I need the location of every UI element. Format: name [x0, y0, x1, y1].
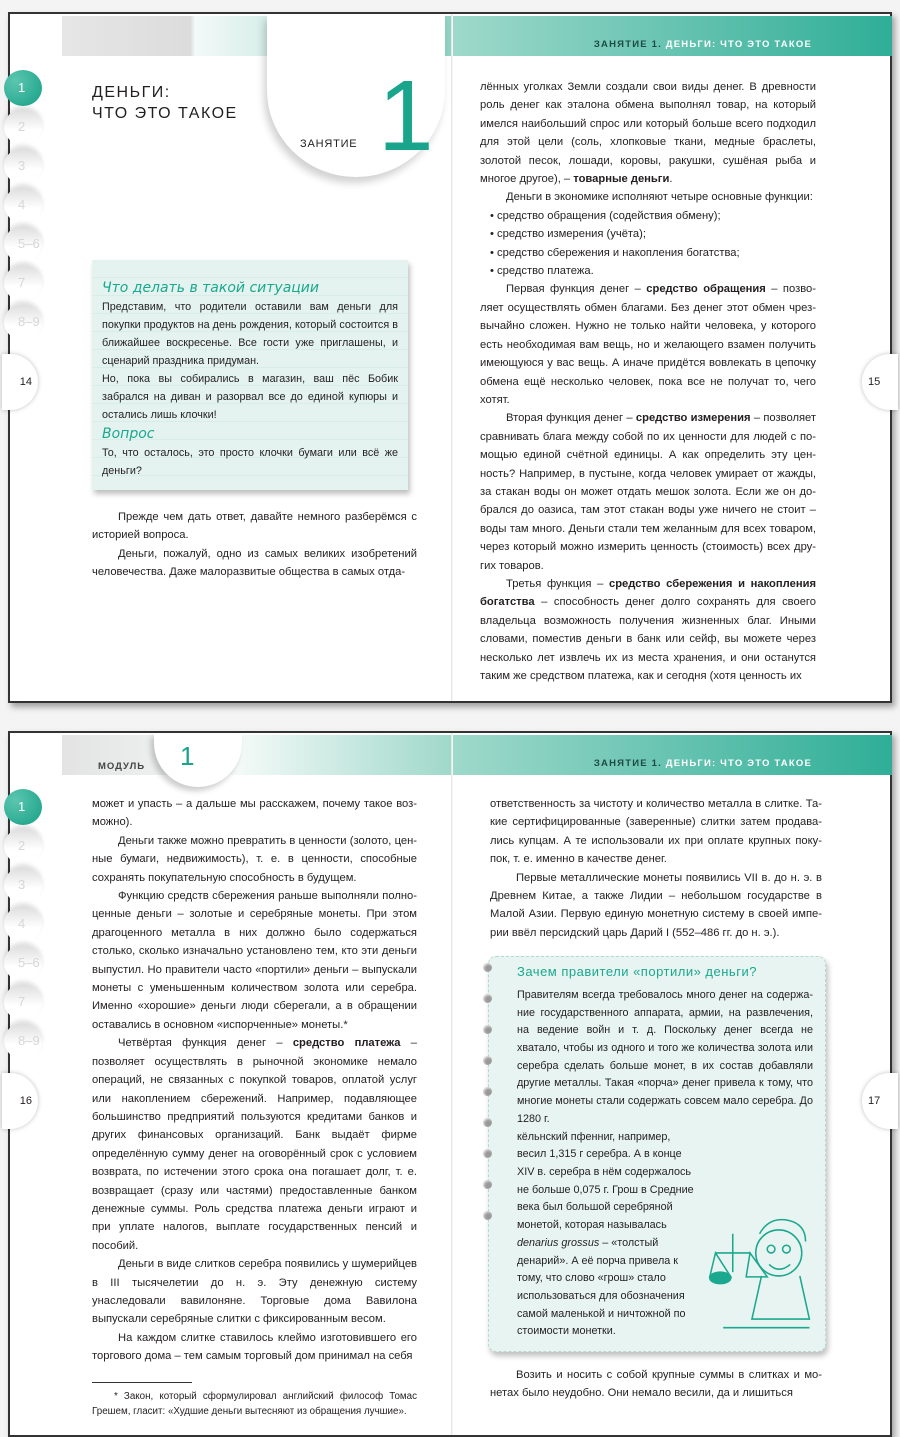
paragraph	[480, 280, 816, 409]
text-run: ответственность за чистоту и количество металла в слитке. Такие сертифицированные (заверенные) слитки затем продавались купцам. А те использовали их при оплате крупных покупок, т. е. именно в качестве денег.	[490, 798, 822, 866]
bold-term: средство обращения	[646, 283, 766, 296]
paragraph	[92, 795, 417, 832]
header-band-right	[452, 16, 892, 56]
right-page-flow	[490, 795, 822, 1403]
paragraph	[490, 869, 822, 943]
note-heading: Что делать в такой ситуации	[102, 280, 319, 296]
module-badge	[154, 733, 242, 787]
left-page-flow	[92, 260, 417, 582]
paragraph	[490, 795, 822, 869]
text-run: .	[669, 173, 673, 186]
text-run: Первые металлические монеты появились VII в. до н. э. в Древнем Китае, а также Лидии – небольшом государстве в Малой Азии. Первую единую монетную систему в своей империи ввёл персидский царь Дарий I (552–486 гг. до н. э.).	[490, 871, 822, 939]
chapter-tab[interactable]: 1	[4, 789, 42, 825]
intro-paragraphs	[480, 78, 816, 207]
situation-note	[92, 260, 408, 490]
chapter-tab[interactable]: 3	[4, 148, 42, 184]
module-label: МОДУЛЬ	[98, 761, 146, 772]
text-run: Деньги в виде слитков серебра появились у шумерийцев в III тысячелетии до н. э. Эту денежную систему унаследовали вавилоняне. Торговые дома Вавилона выпускали серебряные слитки с фиксированным весом.	[92, 1258, 417, 1326]
bold-term: товарные деньги	[573, 173, 670, 186]
paragraph	[92, 832, 417, 887]
text-run: – позволяет осуществлять обмен благами. Без денег этот обмен чрезвычайно сложен. Нужно не только найти человека, у которого есть необходимая вам вещь, но и желающего взамен получить имеющуюся у вас вещь. А иначе придётся вовлекать в цепочку обмена ещё несколько человек, пока все не получат то, чего хотят.	[480, 283, 816, 406]
spread-pages-16-17	[8, 731, 892, 1437]
running-header	[594, 39, 812, 50]
left-column-text	[92, 508, 417, 582]
box-text: кёльнский пфенниг, например, весил 1,315 г серебра. А в конце XIV в. серебра в нём содержалось не больше 0,075 г. Грош в Средние века был большой серебряной монетой, которая называлась	[517, 1130, 694, 1232]
page-number-left: 14	[2, 354, 38, 410]
text-run: Деньги, пожалуй, одно из самых великих изобретений человечества. Даже малоразвитые общества в самых отда-	[92, 547, 417, 579]
text-run: – способность денег долго сохранять для своего владельца возможность получения жизненных благ. Иными словами, поместив деньги в банк или сейф, вы можете через несколько лет извлечь их из места хранения, и они останутся таким же средством платежа, как и сегодня (хотя ценность их	[480, 596, 816, 682]
chapter-tab[interactable]: 4	[4, 906, 42, 942]
text-run: Деньги также можно превратить в ценности (золото, ценные бумаги, недвижимость), т. е. в ценности, способные сохранять покупательную способность в будущем.	[92, 834, 417, 884]
page-number-left: 16	[2, 1073, 38, 1129]
text-run: может и упасть – а дальше мы расскажем, почему такое возможно).	[92, 798, 417, 829]
notebook-rings	[483, 963, 492, 1242]
bold-term: средство измерения	[635, 412, 751, 425]
module-number: 1	[180, 741, 195, 771]
note-text: Но, пока вы собирались в магазин, ваш пёс Бобик забрался на диван и разорвал все до единой купюры и остались лишь клочки!	[102, 373, 398, 421]
chapter-tab[interactable]: 4	[4, 187, 42, 223]
text-run: – позволяет осуществлять в рыночной экономике немало операций, не связанных с покупкой товаров, оплатой услуг или накоплением сбережений. Например, подавляющее большинство предприятий пользуются кредитами банков и других финансовых организаций. Банк выдаёт фирме определённую сумму денег на оговорённый срок с условием возврата, по истечении этого срока она погашает долг, т. е. возвращает (сразу или частями) предоставленные банком денежные суммы. Роль средства платежа деньги играют и при уплате налогов, выплате государственных пенсий и пособий.	[92, 1037, 417, 1252]
chapter-tab[interactable]: 3	[4, 867, 42, 903]
paragraph	[480, 78, 816, 188]
function-paragraphs	[480, 280, 816, 685]
chapter-tabs	[4, 789, 42, 1062]
running-header	[594, 758, 812, 769]
spread-pages-14-15	[8, 12, 892, 703]
bold-term: средство сбережения и накопления богатства	[480, 577, 816, 609]
text-run: Первая функция денег –	[506, 283, 647, 296]
note-text: Представим, что родители оставили вам деньги для покупки продуктов на день рождения, который состоится в ближайшее воскресенье. Все гости уже приглашены, и сценарий праздника придуман.	[102, 301, 398, 367]
continued-text	[490, 1366, 822, 1403]
footnote: * Закон, который сформулировал английский философ Томас Грешем, гласит: «Худшие деньги вытесняют из обращения лучшие».	[92, 1390, 417, 1417]
text-run: Третья функция –	[506, 577, 609, 590]
chapter-tabs	[4, 70, 42, 343]
question-text: То, что осталось, это просто клочки бумаги или всё же деньги?	[102, 447, 398, 477]
lesson-label: ЗАНЯТИЕ	[300, 138, 358, 150]
function-list-item: • средство обращения (содействия обмену);	[490, 207, 816, 225]
box-text: Правителям всегда требовалось много денег на содержание государственного аппарата, армии, на развлечения, на ведение войн и т. д. Поскольку денег всегда не хватало, чтобы из одного и того же количества золота или серебра сделать больше монет, в их состав добавляли другие металлы. Такая «порча» денег привела к тому, что многие монеты стали содержать совсем мало серебра. До 1280 г.	[517, 988, 813, 1125]
chapter-tab[interactable]: 2	[4, 828, 42, 864]
box-text: – «толстый денарий». А её порча привела к тому, что слово «грош» стало использоваться для обозначения самой маленькой и ничтожной по стоимости монетки.	[517, 1236, 686, 1338]
running-header-lesson: ЗАНЯТИЕ 1.	[593, 39, 662, 50]
text-run: На каждом слитке ставилось клеймо изготовившего его торгового дома – тем самым торговый дом принимал на себя	[92, 1331, 417, 1363]
gutter	[451, 14, 453, 701]
footnote-divider	[92, 1382, 192, 1383]
function-list-item: • средство платежа.	[490, 262, 816, 280]
lesson-number: 1	[378, 60, 434, 172]
chapter-tab[interactable]: 5–6	[4, 226, 42, 262]
running-header-title: ДЕНЬГИ: ЧТО ЭТО ТАКОЕ	[665, 758, 812, 769]
page-number-right: 15	[862, 354, 898, 410]
left-page-flow	[92, 795, 417, 1419]
functions-list	[480, 207, 816, 281]
gutter	[451, 733, 453, 1435]
paragraph	[480, 409, 816, 575]
chapter-tab[interactable]: 2	[4, 109, 42, 145]
chapter-tab[interactable]: 5–6	[4, 945, 42, 981]
bold-term: средство платежа	[292, 1037, 401, 1050]
left-column-text	[92, 795, 417, 1366]
page-number-right: 17	[862, 1073, 898, 1129]
paragraph	[92, 545, 417, 582]
function-list-item: • средство измерения (учёта);	[490, 225, 816, 243]
text-run: Четвёртая функция денег –	[118, 1037, 293, 1050]
chapter-tab[interactable]: 8–9	[4, 304, 42, 340]
text-run: – позволяет сравнивать блага между собой по их ценности для людей с помощью единой счётной единицы. А как определить эту ценность? Например, в пустыне, когда человек умирает от жажды, за стакан воды он может отдать мешок золота. Если же он добрался до оазиса, там этот стакан воды уже ничего не стоит – воды там много. Деньги стали тем желанным для всех товаром, через который можно измерить ценность (стоимость) всех других товаров.	[480, 412, 816, 572]
latin-term: denarius grossus	[517, 1236, 600, 1249]
paragraph	[92, 1034, 417, 1255]
chapter-tab[interactable]: 1	[4, 70, 42, 106]
chapter-tab[interactable]: 7	[4, 984, 42, 1020]
right-column-text	[480, 78, 816, 685]
chapter-title	[92, 82, 238, 124]
right-column-text	[490, 795, 822, 942]
paragraph	[480, 188, 816, 206]
chapter-tab[interactable]: 8–9	[4, 1023, 42, 1059]
sidebar-box	[488, 956, 826, 1352]
text-run: Деньги в экономике исполняют четыре основные функции:	[506, 191, 813, 204]
chapter-title-line1: ДЕНЬГИ:	[92, 84, 171, 101]
box-heading: Зачем правители «портили» деньги?	[517, 964, 757, 980]
chapter-title-line2: ЧТО ЭТО ТАКОЕ	[92, 105, 238, 122]
text-run: лённых уголках Земли создали свои виды денег. В древности роль денег как эталона обмена выполнял товар, на который имелся наибольший спрос или который больше всего подходил для этой цели (соль, хлопковые ткани, медные браслеты, золотой песок, лошади, коровы, ракушки, сушёная рыба и многое другое), –	[480, 81, 816, 186]
paragraph	[480, 575, 816, 685]
cartoon-scales-illustration	[704, 1212, 819, 1337]
function-list-item: • средство сбережения и накопления богатства;	[490, 244, 816, 262]
paragraph	[92, 887, 417, 1034]
box-text-wrapped	[517, 1129, 697, 1341]
text-run: Вторая функция денег –	[506, 412, 636, 425]
question-heading: Вопрос	[102, 426, 155, 442]
running-header-title: ДЕНЬГИ: ЧТО ЭТО ТАКОЕ	[665, 39, 812, 50]
running-header-lesson: ЗАНЯТИЕ 1.	[593, 758, 662, 769]
chapter-tab[interactable]: 7	[4, 265, 42, 301]
text-run: Прежде чем дать ответ, давайте немного разберёмся с историей вопроса.	[92, 511, 417, 542]
paragraph	[92, 508, 417, 545]
text-run: Функцию средств сбережения раньше выполняли полноценные деньги – золотые и серебряные монеты. При этом драгоценного металла в них должно было содержаться столько, сколько изначально установлено тем, кто эти деньги выпустил. Но правители часто «портили» деньги – выпускали монеты с уменьшенным количеством золота или серебра. Именно «хорошие» деньги люди сберегали, а в обращении оставались в основном «испорченные» монеты.*	[92, 890, 417, 1031]
paragraph	[92, 1255, 417, 1329]
paragraph: Возить и носить с собой крупные суммы в слитках и монетах было неудобно. Они немало весили, да и лишиться	[490, 1369, 822, 1400]
header-band-right	[452, 735, 892, 775]
paragraph	[92, 1329, 417, 1366]
